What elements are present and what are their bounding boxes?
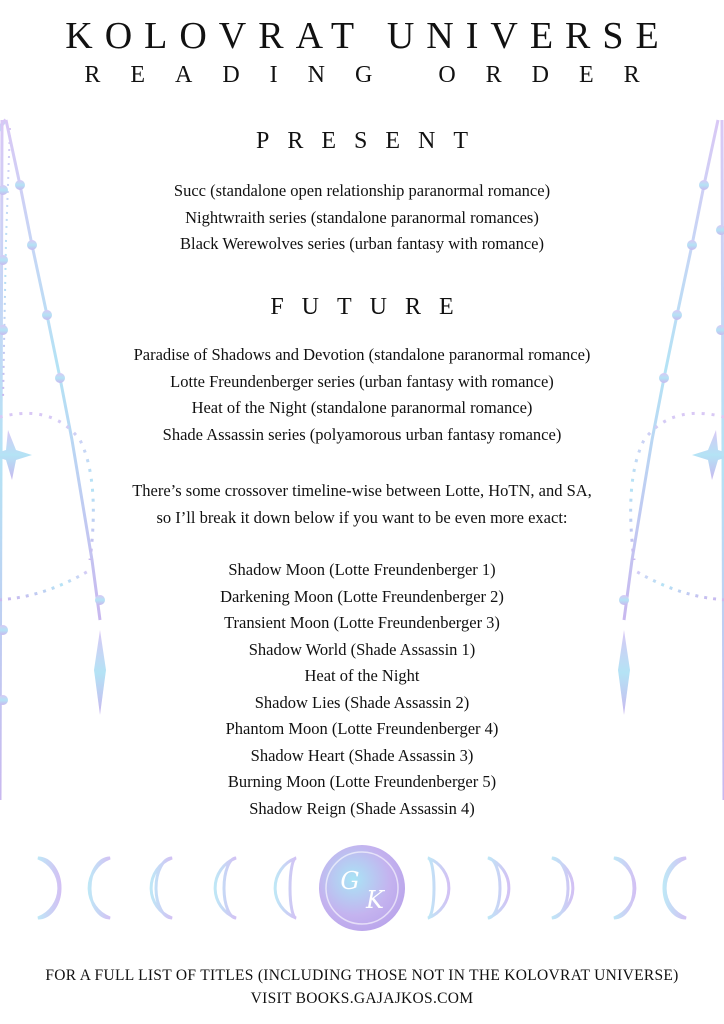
list-item: Paradise of Shadows and Devotion (standalone paranormal romance) xyxy=(133,345,591,364)
list-item: Burning Moon (Lotte Freundenberger 5) xyxy=(227,772,497,791)
list-item: Transient Moon (Lotte Freundenberger 3) xyxy=(224,613,500,632)
crossover-note xyxy=(0,477,724,531)
list-item: Shadow World (Shade Assassin 1) xyxy=(248,639,476,659)
logo-emblem xyxy=(319,845,405,931)
footer xyxy=(0,964,724,1010)
list-item: Black Werewolves series (urban fantasy with romance) xyxy=(180,234,544,253)
list-item: Shadow Lies (Shade Assassin 2) xyxy=(254,692,470,712)
page-subtitle: READING ORDER xyxy=(84,62,670,88)
present-list xyxy=(0,178,724,258)
page-title: KOLOVRAT UNIVERSE xyxy=(65,15,671,57)
list-item: Shadow Moon (Lotte Freundenberger 1) xyxy=(228,560,496,579)
list-item: Nightwraith series (standalone paranormal romances) xyxy=(185,207,539,227)
crossover-note-line: There’s some crossover timeline-wise between Lotte, HoTN, and SA, xyxy=(132,481,592,500)
future-list xyxy=(0,342,724,448)
list-item: Succ (standalone open relationship paranormal romance) xyxy=(173,181,551,200)
list-item: Heat of the Night xyxy=(304,666,420,685)
future-heading: FUTURE xyxy=(270,294,472,320)
list-item: Lotte Freundenberger series (urban fantasy with romance) xyxy=(170,371,554,391)
footer-link[interactable]: VISIT BOOKS.GAJAJKOS.COM xyxy=(250,990,474,1007)
list-item: Heat of the Night (standalone paranormal romance) xyxy=(191,398,533,417)
reading-order-list xyxy=(0,557,724,822)
list-item: Phantom Moon (Lotte Freundenberger 4) xyxy=(225,719,499,738)
logo-initial-k: K xyxy=(366,886,384,914)
list-item: Darkening Moon (Lotte Freundenberger 2) xyxy=(220,586,504,606)
logo-initial-g: G xyxy=(340,867,360,895)
list-item: Shade Assassin series (polyamorous urban fantasy romance) xyxy=(162,424,562,444)
list-item: Shadow Heart (Shade Assassin 3) xyxy=(250,745,474,765)
crossover-note-line: so I’ll break it down below if you want to be even more exact: xyxy=(156,508,568,527)
footer-line: FOR A FULL LIST OF TITLES (INCLUDING THOSE NOT IN THE KOLOVRAT UNIVERSE) xyxy=(45,967,679,984)
present-heading: PRESENT xyxy=(255,128,486,154)
list-item: Shadow Reign (Shade Assassin 4) xyxy=(249,798,475,818)
